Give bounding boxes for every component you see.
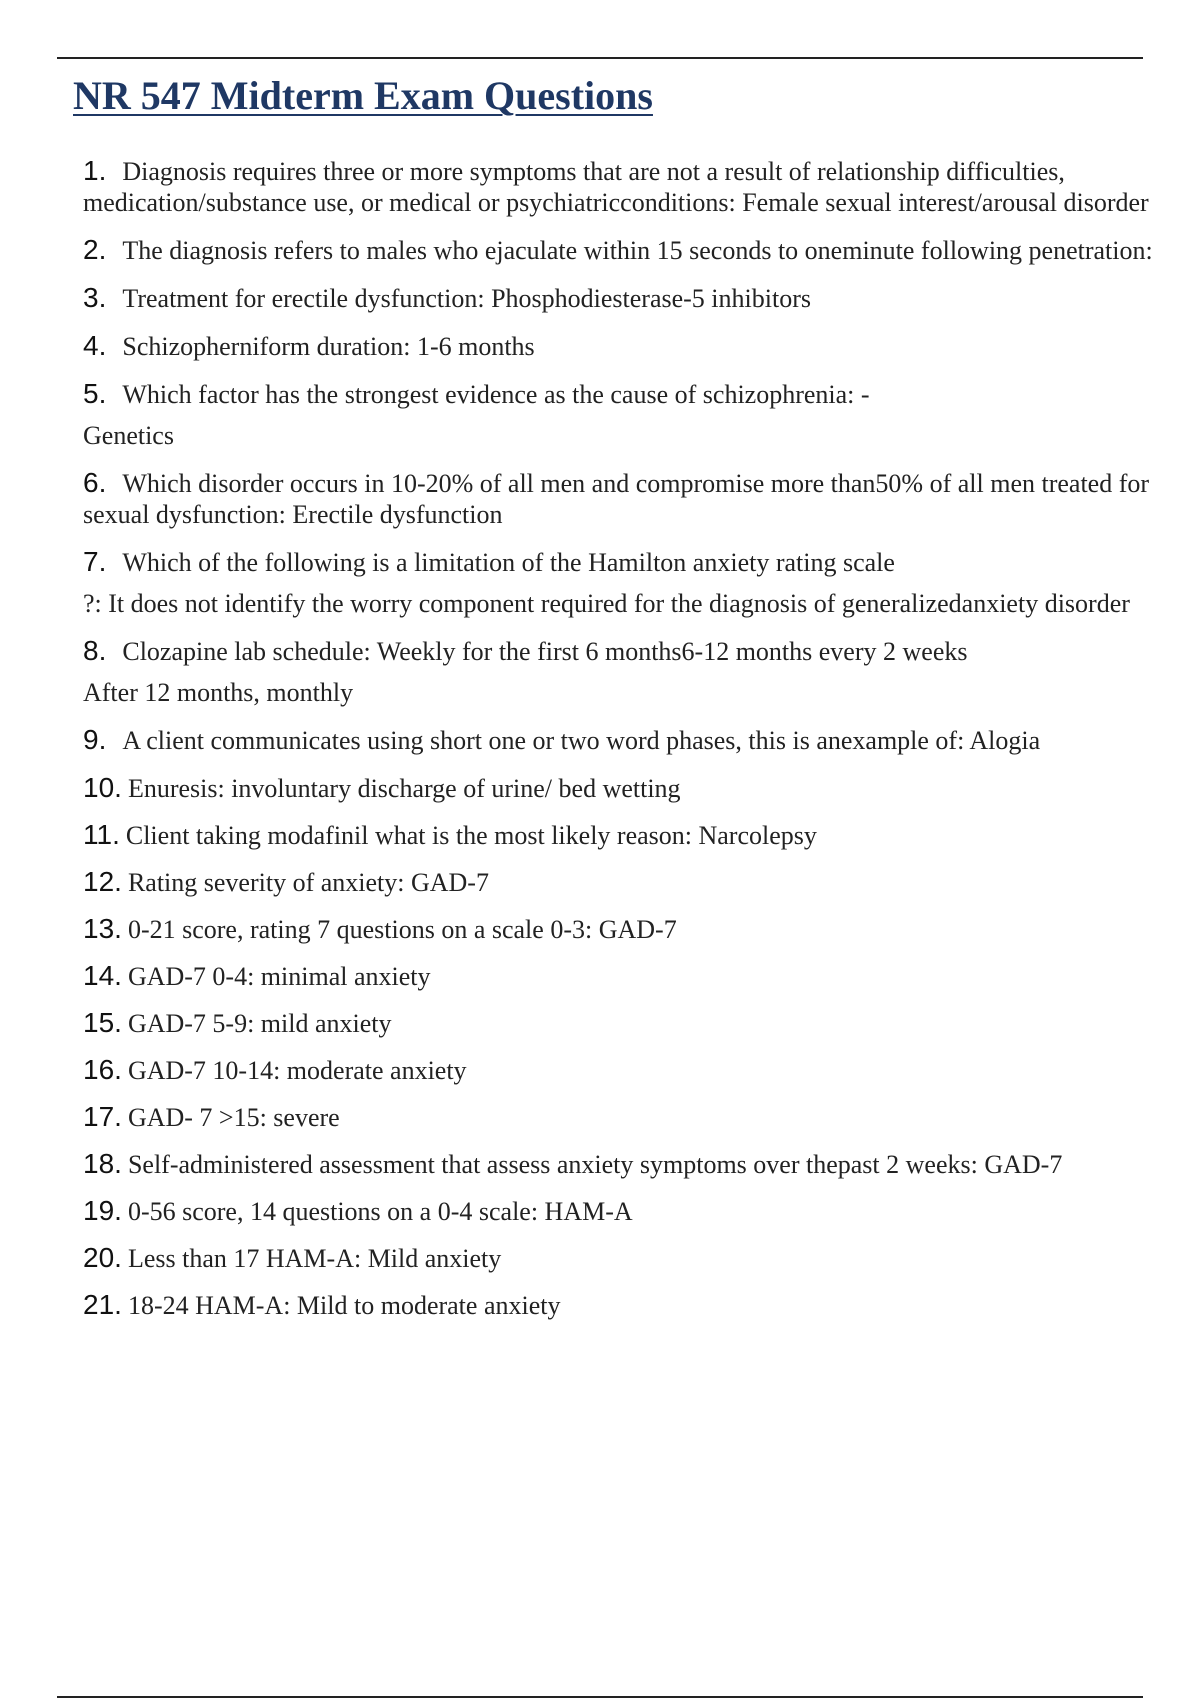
question-number: 7.	[83, 546, 107, 577]
question-text: 0-56 score, 14 questions on a 0-4 scale: HAM-A	[127, 1197, 633, 1226]
question-text: Schizopherniform duration: 1-6 months	[122, 332, 535, 361]
question-number: 20.	[83, 1242, 122, 1273]
question-number: 2.	[83, 234, 107, 265]
question-text: The diagnosis refers to males who ejaculate within 15 seconds to oneminute following penetration:	[122, 236, 1153, 265]
question-item	[83, 635, 1153, 708]
question-item	[83, 1195, 1153, 1227]
question-item	[83, 819, 1153, 851]
question-item	[83, 772, 1153, 804]
question-item	[83, 724, 1153, 756]
question-text: GAD- 7 >15: severe	[127, 1103, 340, 1132]
question-continuation: After 12 months, monthly	[83, 678, 354, 707]
question-number: 14.	[83, 960, 122, 991]
question-text: GAD-7 0-4: minimal anxiety	[127, 962, 431, 991]
question-text: Which disorder occurs in 10-20% of all men and compromise more than50% of all men treated for sexual dysfunction: Erectile dysfunction	[83, 469, 1150, 529]
question-number: 5.	[83, 378, 107, 409]
question-item	[83, 546, 1153, 619]
question-text: 18-24 HAM-A: Mild to moderate anxiety	[127, 1291, 561, 1320]
question-number: 9.	[83, 724, 107, 755]
question-number: 16.	[83, 1054, 122, 1085]
question-item	[83, 866, 1153, 898]
question-item	[83, 960, 1153, 992]
question-number: 1.	[83, 155, 107, 186]
top-rule	[57, 57, 1143, 59]
question-text: 0-21 score, rating 7 questions on a scale 0-3: GAD-7	[127, 915, 677, 944]
question-item	[83, 1242, 1153, 1274]
question-text: Which of the following is a limitation of the Hamilton anxiety rating scale	[122, 548, 895, 577]
question-continuation: ?: It does not identify the worry component required for the diagnosis of generalizedanxiety disorder	[83, 589, 1130, 618]
bottom-rule	[57, 1696, 1143, 1698]
question-item	[83, 282, 1153, 314]
question-number: 17.	[83, 1101, 122, 1132]
question-text: Diagnosis requires three or more symptoms that are not a result of relationship difficulties, medication/substance use, or medical or psychiatricconditions: Female sexual interest/arousal disorder	[83, 157, 1149, 217]
question-text: Self-administered assessment that assess anxiety symptoms over thepast 2 weeks: GAD-7	[127, 1150, 1063, 1179]
question-item	[83, 913, 1153, 945]
question-text: Which factor has the strongest evidence as the cause of schizophrenia: -	[122, 380, 870, 409]
question-item	[83, 1148, 1153, 1180]
question-item	[83, 234, 1153, 266]
question-item	[83, 1101, 1153, 1133]
page-title: NR 547 Midterm Exam Questions	[73, 73, 653, 118]
question-number: 4.	[83, 330, 107, 361]
question-text: Treatment for erectile dysfunction: Phosphodiesterase-5 inhibitors	[122, 284, 811, 313]
question-number: 8.	[83, 635, 107, 666]
question-number: 18.	[83, 1148, 122, 1179]
question-number: 21.	[83, 1289, 122, 1320]
question-text: Enuresis: involuntary discharge of urine/ bed wetting	[127, 774, 681, 803]
question-item	[83, 1007, 1153, 1039]
question-text: Client taking modafinil what is the most likely reason: Narcolepsy	[125, 821, 817, 850]
question-item	[83, 330, 1153, 362]
question-continuation: Genetics	[83, 421, 174, 450]
question-number: 6.	[83, 467, 107, 498]
question-list	[83, 155, 1153, 1336]
question-number: 13.	[83, 913, 122, 944]
question-item	[83, 378, 1153, 451]
question-item	[83, 467, 1153, 530]
question-number: 10.	[83, 772, 122, 803]
question-item	[83, 1289, 1153, 1321]
question-text: GAD-7 10-14: moderate anxiety	[127, 1056, 467, 1085]
question-text: Rating severity of anxiety: GAD-7	[127, 868, 489, 897]
question-item	[83, 1054, 1153, 1086]
question-number: 15.	[83, 1007, 122, 1038]
question-number: 19.	[83, 1195, 122, 1226]
question-text: A client communicates using short one or two word phases, this is anexample of: Alogia	[122, 726, 1041, 755]
question-text: Less than 17 HAM-A: Mild anxiety	[127, 1244, 502, 1273]
question-text: Clozapine lab schedule: Weekly for the first 6 months6-12 months every 2 weeks	[122, 637, 968, 666]
question-number: 3.	[83, 282, 107, 313]
question-number: 11.	[83, 819, 120, 850]
question-item	[83, 155, 1153, 218]
question-text: GAD-7 5-9: mild anxiety	[127, 1009, 392, 1038]
question-number: 12.	[83, 866, 122, 897]
